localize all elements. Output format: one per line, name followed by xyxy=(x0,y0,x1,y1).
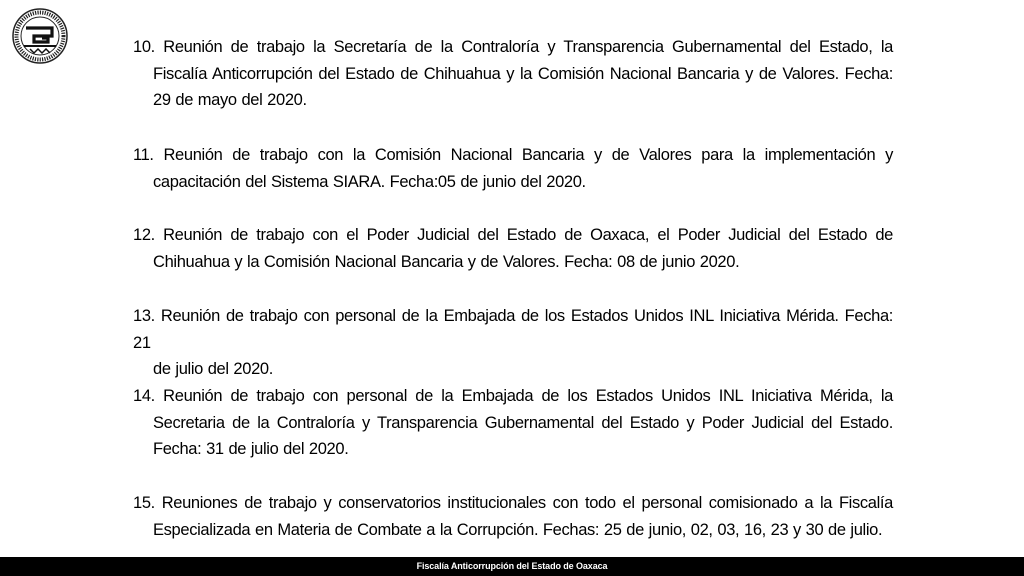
item-line: Chihuahua y la Comisión Nacional Bancaria y de Valores. Fecha: 08 de junio 2020. xyxy=(153,252,740,271)
item-line: 11. Reunión de trabajo con la Comisión Nacional Bancaria y de Valores para la implementación y xyxy=(133,146,893,164)
item-line: Fecha: 31 de julio del 2020. xyxy=(153,440,349,458)
item-line: Especializada en Materia de Combate a la Corrupción. Fechas: 25 de junio, 02, 03, 16, 23 y 30 de julio. xyxy=(153,520,883,539)
item-line: de julio del 2020. xyxy=(153,360,273,378)
footer-bar xyxy=(0,557,1024,576)
list-item xyxy=(133,490,893,543)
list-item xyxy=(133,303,893,383)
item-line: 12. Reunión de trabajo con el Poder Judicial del Estado de Oaxaca, el Poder Judicial del Estado de xyxy=(133,226,893,244)
footer-text: Fiscalía Anticorrupción del Estado de Oaxaca xyxy=(416,561,608,571)
item-line: 14. Reunión de trabajo con personal de la Embajada de los Estados Unidos INL Iniciativa Mérida, la xyxy=(133,387,893,405)
item-line: capacitación del Sistema SIARA. Fecha:05 de junio del 2020. xyxy=(153,172,586,191)
list-item xyxy=(133,383,893,463)
item-line: 15. Reuniones de trabajo y conservatorios institucionales con todo el personal comisionado a la Fiscalía xyxy=(133,494,893,512)
list-item xyxy=(133,142,893,195)
item-line: 29 de mayo del 2020. xyxy=(153,91,307,109)
item-line: 10. Reunión de trabajo la Secretaría de la Contraloría y Transparencia Gubernamental del Estado, la xyxy=(133,38,893,56)
list-item xyxy=(133,34,893,114)
list-item xyxy=(133,222,893,275)
item-line: Secretaria de la Contraloría y Transparencia Gubernamental del Estado y Poder Judicial del Estado. xyxy=(153,413,893,432)
fiscalia-logo-icon xyxy=(12,8,68,64)
item-line: Fiscalía Anticorrupción del Estado de Chihuahua y la Comisión Nacional Bancaria y de Valores. Fecha: xyxy=(153,64,893,83)
item-line: 13. Reunión de trabajo con personal de la Embajada de los Estados Unidos INL Iniciativa Mérida. Fecha: 21 xyxy=(133,307,893,352)
